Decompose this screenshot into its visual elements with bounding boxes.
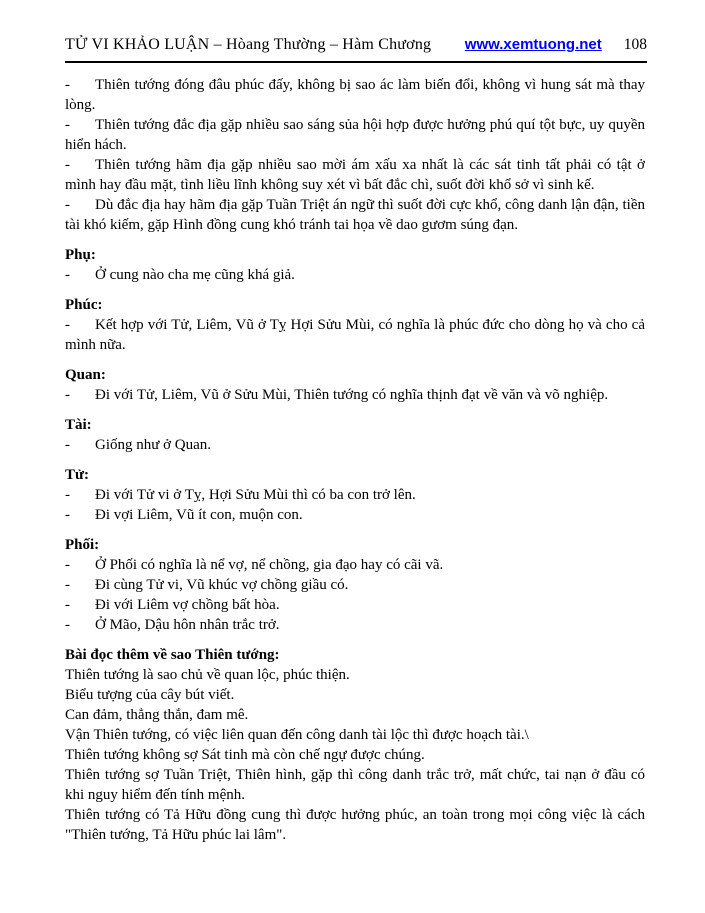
section-tu [65, 465, 645, 525]
section-reading [65, 645, 645, 845]
page-header [0, 0, 705, 54]
paragraph: Thiên tướng có Tả Hữu đồng cung thì được hưởng phúc, an toàn trong mọi công việc là cách "Thiên tướng, Tả Hữu phúc lai lâm". [65, 807, 645, 843]
bullet-dash: - [65, 597, 70, 613]
page-number: 108 [623, 36, 647, 53]
section-phoi [65, 535, 645, 635]
bullet-dash: - [65, 197, 70, 213]
bullet-item [65, 265, 645, 285]
bullet-item [65, 575, 645, 595]
bullet-text: Dù đắc địa hay hãm địa gặp Tuần Triệt án ngữ thì suốt đời cực khổ, công danh lận đận, tiền tài khó kiếm, gặp Hình đồng cung khó tránh tai họa về dao gươm súng đạn. [65, 197, 645, 233]
section-quan [65, 365, 645, 405]
bullet-dash: - [65, 267, 70, 283]
bullet-dash: - [65, 487, 70, 503]
bullet-dash: - [65, 117, 70, 133]
bullet-text: Đi với Liêm vợ chồng bất hòa. [95, 597, 280, 613]
bullet-dash: - [65, 577, 70, 593]
bullet-text: Ở Phối có nghĩa là nể vợ, nể chồng, gia đạo hay có cãi vã. [95, 557, 444, 573]
bullet-item [65, 115, 645, 155]
section-heading: Tài: [65, 417, 92, 433]
document-body [0, 63, 705, 845]
bullet-item [65, 615, 645, 635]
paragraph: Thiên tướng là sao chủ về quan lộc, phúc thiện. [65, 667, 350, 683]
bullet-item [65, 195, 645, 235]
bullet-dash: - [65, 557, 70, 573]
bullet-dash: - [65, 77, 70, 93]
bullet-dash: - [65, 387, 70, 403]
bullet-item [65, 485, 645, 505]
paragraph: Thiên tướng không sợ Sát tinh mà còn chế ngự được chúng. [65, 747, 425, 763]
section-heading: Tử: [65, 467, 90, 483]
bullet-item [65, 315, 645, 355]
bullet-text: Ở cung nào cha mẹ cũng khá giả. [95, 267, 295, 283]
section-phu [65, 245, 645, 285]
header-right [465, 36, 647, 54]
bullet-item [65, 385, 645, 405]
section-phuc [65, 295, 645, 355]
bullet-text: Đi với Tử, Liêm, Vũ ở Sửu Mùi, Thiên tướng có nghĩa thịnh đạt về văn và võ nghiệp. [95, 387, 609, 403]
bullet-text: Kết hợp với Tử, Liêm, Vũ ở Tỵ Hợi Sửu Mùi, có nghĩa là phúc đức cho dòng họ và cho cả mình nữa. [65, 317, 645, 353]
section-heading: Phối: [65, 537, 100, 553]
section-tai [65, 415, 645, 455]
bullet-dash: - [65, 437, 70, 453]
bullet-item [65, 155, 645, 195]
paragraph: Thiên tướng sợ Tuần Triệt, Thiên hình, gặp thì công danh trắc trở, mất chức, tai nạn ở đầu có khi nguy hiểm đến tính mệnh. [65, 767, 645, 803]
header-title: TỬ VI KHẢO LUẬN – Hòang Thường – Hàm Chương [65, 36, 432, 53]
paragraph: Can đảm, thẳng thắn, đam mê. [65, 707, 249, 723]
bullet-dash: - [65, 617, 70, 633]
bullet-text: Ở Mão, Dậu hôn nhân trắc trở. [95, 617, 280, 633]
bullet-item [65, 505, 645, 525]
bullet-text: Thiên tướng đóng đâu phúc đấy, không bị sao ác làm biến đổi, không vì hung sát mà thay lòng. [65, 77, 645, 113]
paragraph: Biểu tượng của cây bút viết. [65, 687, 235, 703]
bullet-dash: - [65, 317, 70, 333]
bullet-item [65, 435, 645, 455]
bullet-text: Thiên tướng hãm địa gặp nhiều sao mời ám xấu xa nhất là các sát tinh tất phải có tật ở mình hay đầu mặt, tình liều lĩnh không suy xét vì bất đắc chì, suốt đời khổ sở vì sinh kế. [65, 157, 645, 193]
bullet-item [65, 595, 645, 615]
bullet-text: Đi với Tử vi ở Tỵ, Hợi Sửu Mùi thì có ba con trở lên. [95, 487, 416, 503]
section-heading: Phúc: [65, 297, 103, 313]
bullet-dash: - [65, 507, 70, 523]
section-heading: Phụ: [65, 247, 96, 263]
bullet-text: Giống như ở Quan. [95, 437, 212, 453]
section-heading: Quan: [65, 367, 106, 383]
website-link[interactable]: www.xemtuong.net [464, 36, 602, 53]
bullet-text: Thiên tướng đắc địa gặp nhiều sao sáng sủa hội hợp được hưởng phú quí tột bực, uy quyền hiển hách. [65, 117, 645, 153]
bullet-text: Đi cùng Tử vi, Vũ khúc vợ chồng giầu có. [95, 577, 349, 593]
section-heading: Bài đọc thêm về sao Thiên tướng: [65, 647, 280, 663]
bullet-dash: - [65, 157, 70, 173]
bullet-item [65, 75, 645, 115]
bullet-item [65, 555, 645, 575]
paragraph: Vận Thiên tướng, có việc liên quan đến công danh tài lộc thì được hoạch tài.\ [65, 727, 529, 743]
bullet-text: Đi vợi Liêm, Vũ ít con, muộn con. [95, 507, 303, 523]
